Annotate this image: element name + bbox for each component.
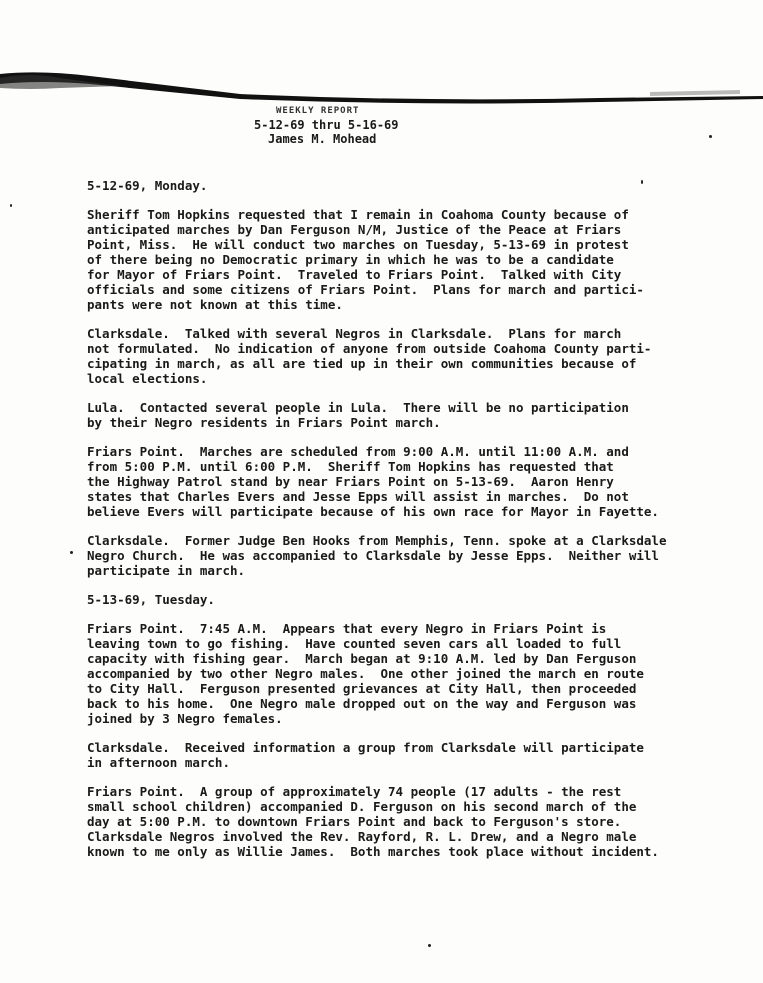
report-header xyxy=(240,104,440,146)
paragraph xyxy=(87,207,667,312)
report-dates: 5-12-69 thru 5-16-69 xyxy=(254,118,399,132)
text-line: officials and some citizens of Friars Point. Plans for march and partici- xyxy=(87,282,644,297)
report-author: James M. Mohead xyxy=(268,132,377,146)
paragraph xyxy=(87,444,667,519)
paragraph xyxy=(87,592,667,607)
text-line: Friars Point. A group of approximately 74 people (17 adults - the rest xyxy=(87,784,622,799)
scan-artifact-bar xyxy=(0,68,763,108)
text-line: joined by 3 Negro females. xyxy=(87,711,283,726)
text-line: the Highway Patrol stand by near Friars Point on 5-13-69. Aaron Henry xyxy=(87,474,614,489)
text-line: leaving town to go fishing. Have counted seven cars all loaded to full xyxy=(87,636,622,651)
text-line: Clarksdale. Talked with several Negros in Clarksdale. Plans for march xyxy=(87,326,622,341)
text-line: from 5:00 P.M. until 6:00 P.M. Sheriff Tom Hopkins has requested that xyxy=(87,459,614,474)
scan-speck xyxy=(709,135,712,138)
text-line: Clarksdale. Received information a group from Clarksdale will participate xyxy=(87,740,644,755)
text-line: 5-13-69, Tuesday. xyxy=(87,592,215,607)
text-line: small school children) accompanied D. Ferguson on his second march of the xyxy=(87,799,637,814)
text-line: pants were not known at this time. xyxy=(87,297,343,312)
text-line: Sheriff Tom Hopkins requested that I remain in Coahoma County because of xyxy=(87,207,629,222)
paragraph xyxy=(87,400,667,430)
text-line: for Mayor of Friars Point. Traveled to Friars Point. Talked with City xyxy=(87,267,622,282)
text-line: states that Charles Evers and Jesse Epps will assist in marches. Do not xyxy=(87,489,629,504)
text-line: Lula. Contacted several people in Lula. There will be no participation xyxy=(87,400,629,415)
text-line: Friars Point. 7:45 A.M. Appears that every Negro in Friars Point is xyxy=(87,621,607,636)
text-line: anticipated marches by Dan Ferguson N/M, Justice of the Peace at Friars xyxy=(87,222,622,237)
paragraph xyxy=(87,740,667,770)
text-line: participate in march. xyxy=(87,563,246,578)
text-line: cipating in march, as all are tied up in their own communities because of xyxy=(87,356,637,371)
text-line: day at 5:00 P.M. to downtown Friars Point and back to Ferguson's store. xyxy=(87,814,622,829)
text-line: known to me only as Willie James. Both marches took place without incident. xyxy=(87,844,659,859)
text-line: believe Evers will participate because of his own race for Mayor in Fayette. xyxy=(87,504,659,519)
text-line: local elections. xyxy=(87,371,208,386)
text-line: Point, Miss. He will conduct two marches on Tuesday, 5-13-69 in protest xyxy=(87,237,629,252)
text-line: Friars Point. Marches are scheduled from 9:00 A.M. until 11:00 A.M. and xyxy=(87,444,629,459)
text-line: of there being no Democratic primary in which he was to be a candidate xyxy=(87,252,614,267)
text-line: to City Hall. Ferguson presented grievances at City Hall, then proceeded xyxy=(87,681,637,696)
text-line: 5-12-69, Monday. xyxy=(87,178,208,193)
text-line: back to his home. One Negro male dropped out on the way and Ferguson was xyxy=(87,696,637,711)
paragraph xyxy=(87,178,667,193)
paragraph xyxy=(87,326,667,386)
text-line: by their Negro residents in Friars Point march. xyxy=(87,415,441,430)
text-line: Clarksdale Negros involved the Rev. Rayford, R. L. Drew, and a Negro male xyxy=(87,829,637,844)
scan-speck xyxy=(428,944,431,947)
text-line: accompanied by two other Negro males. One other joined the march en route xyxy=(87,666,644,681)
paragraph xyxy=(87,784,667,859)
text-line: Negro Church. He was accompanied to Clarksdale by Jesse Epps. Neither will xyxy=(87,548,659,563)
text-line: capacity with fishing gear. March began at 9:10 A.M. led by Dan Ferguson xyxy=(87,651,637,666)
scan-speck xyxy=(641,180,643,184)
report-body xyxy=(87,178,667,859)
text-line: not formulated. No indication of anyone from outside Coahoma County parti- xyxy=(87,341,652,356)
text-line: Clarksdale. Former Judge Ben Hooks from Memphis, Tenn. spoke at a Clarksdale xyxy=(87,533,667,548)
paragraph xyxy=(87,621,667,726)
scan-speck xyxy=(10,204,12,207)
paragraph xyxy=(87,533,667,578)
report-title: WEEKLY REPORT xyxy=(276,106,360,116)
text-line: in afternoon march. xyxy=(87,755,230,770)
scan-speck xyxy=(70,551,73,554)
